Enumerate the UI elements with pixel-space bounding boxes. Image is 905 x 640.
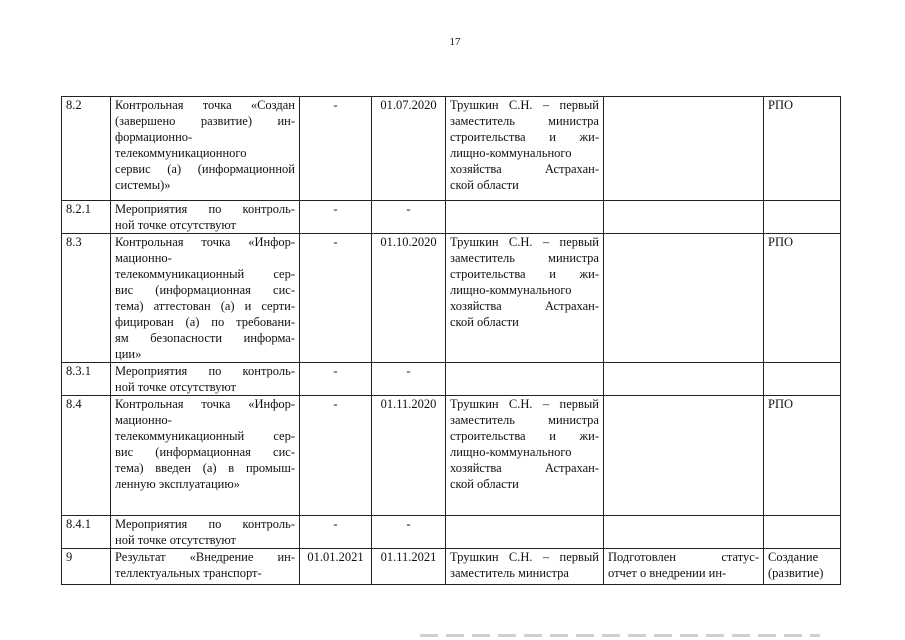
row-number: 8.2.1	[62, 201, 111, 234]
result-type	[764, 97, 841, 201]
start-date: -	[300, 516, 372, 549]
result-description	[604, 549, 764, 585]
responsible-person-line: хозяйства Астрахан-	[450, 162, 599, 176]
row-description-line: фицирован (а) по требовани-	[115, 315, 295, 329]
row-description-line: вис (информационная сис-	[115, 283, 295, 297]
responsible-person-line: хозяйства Астрахан-	[450, 299, 599, 313]
responsible-person-line: лищно-коммунального	[450, 445, 572, 459]
responsible-person-line: лищно-коммунального	[450, 146, 572, 160]
row-description	[111, 549, 300, 585]
row-description-line: формационно-	[115, 130, 193, 144]
row-description	[111, 396, 300, 516]
row-number: 8.2	[62, 97, 111, 201]
responsible-person-line: ской области	[450, 315, 519, 329]
page-number: 17	[449, 36, 461, 48]
end-date: 01.11.2020	[372, 396, 446, 516]
result-description	[604, 97, 764, 201]
table-row	[62, 396, 841, 516]
row-description-line: Мероприятия по контроль-	[115, 364, 295, 378]
responsible-person-line: строительства и жи-	[450, 130, 599, 144]
row-number: 8.3.1	[62, 363, 111, 396]
responsible-person	[446, 549, 604, 585]
responsible-person	[446, 234, 604, 363]
result-type-line: (развитие)	[768, 566, 824, 580]
row-description-line: телекоммуникационный сер-	[115, 267, 295, 281]
responsible-person-line: ской области	[450, 178, 519, 192]
row-description-line: Мероприятия по контроль-	[115, 202, 295, 216]
end-date: 01.07.2020	[372, 97, 446, 201]
responsible-person-line: заместитель министра	[450, 251, 599, 265]
row-description	[111, 97, 300, 201]
row-description-line: Контрольная точка «Создан	[115, 98, 295, 112]
result-description	[604, 516, 764, 549]
table-row	[62, 201, 841, 234]
responsible-person	[446, 201, 604, 234]
result-type-line: РПО	[768, 397, 794, 411]
end-date: 01.11.2021	[372, 549, 446, 585]
responsible-person-line: заместитель министра	[450, 413, 599, 427]
start-date: -	[300, 363, 372, 396]
table-row	[62, 234, 841, 363]
result-type	[764, 396, 841, 516]
responsible-person-line: ской области	[450, 477, 519, 491]
row-description-line: ной точке отсутствуют	[115, 380, 237, 394]
row-description	[111, 234, 300, 363]
row-description-line: теллектуальных транспорт-	[115, 566, 262, 580]
end-date: 01.10.2020	[372, 234, 446, 363]
scan-artifact	[420, 634, 820, 637]
row-number: 8.4	[62, 396, 111, 516]
responsible-person-line: хозяйства Астрахан-	[450, 461, 599, 475]
row-description-line: ной точке отсутствуют	[115, 218, 237, 232]
table-row	[62, 97, 841, 201]
row-description-line: мационно-	[115, 251, 172, 265]
responsible-person	[446, 97, 604, 201]
row-description-line: ции»	[115, 347, 142, 361]
responsible-person	[446, 396, 604, 516]
table-row	[62, 363, 841, 396]
result-description-line: отчет о внедрении ин-	[608, 566, 727, 580]
result-type	[764, 549, 841, 585]
result-description	[604, 396, 764, 516]
row-description	[111, 201, 300, 234]
row-description-line: тема) введен (а) в промыш-	[115, 461, 295, 475]
result-type-line: РПО	[768, 98, 794, 112]
table-row	[62, 516, 841, 549]
responsible-person	[446, 363, 604, 396]
row-description-line: тема) аттестован (а) и серти-	[115, 299, 295, 313]
responsible-person	[446, 516, 604, 549]
row-description-line: (завершено развитие) ин-	[115, 114, 295, 128]
start-date: -	[300, 97, 372, 201]
responsible-person-line: Трушкин С.Н. – первый	[450, 397, 599, 411]
responsible-person-line: лищно-коммунального	[450, 283, 572, 297]
row-description-line: ям безопасности информа-	[115, 331, 295, 345]
row-description-line: мационно-	[115, 413, 172, 427]
row-description-line: Контрольная точка «Инфор-	[115, 397, 295, 411]
row-description-line: Результат «Внедрение ин-	[115, 550, 295, 564]
result-type-line: РПО	[768, 235, 794, 249]
result-type	[764, 201, 841, 234]
row-description	[111, 363, 300, 396]
row-description-line: сервис (а) (информационной	[115, 162, 295, 176]
plan-table	[61, 96, 841, 585]
end-date: -	[372, 363, 446, 396]
end-date: -	[372, 201, 446, 234]
responsible-person-line: заместитель министра	[450, 114, 599, 128]
result-type-line: Создание	[768, 550, 819, 564]
row-number: 8.3	[62, 234, 111, 363]
responsible-person-line: строительства и жи-	[450, 429, 599, 443]
row-description-line: Мероприятия по контроль-	[115, 517, 295, 531]
row-description-line: телекоммуникационный сер-	[115, 429, 295, 443]
responsible-person-line: Трушкин С.Н. – первый	[450, 235, 599, 249]
row-description-line: ленную эксплуатацию»	[115, 477, 240, 491]
table-row	[62, 549, 841, 585]
row-description-line: телекоммуникационного	[115, 146, 247, 160]
result-description	[604, 201, 764, 234]
result-description	[604, 234, 764, 363]
row-description	[111, 516, 300, 549]
result-type	[764, 234, 841, 363]
start-date: -	[300, 234, 372, 363]
result-type	[764, 363, 841, 396]
row-number: 9	[62, 549, 111, 585]
row-number: 8.4.1	[62, 516, 111, 549]
row-description-line: системы)»	[115, 178, 171, 192]
start-date: 01.01.2021	[300, 549, 372, 585]
responsible-person-line: Трушкин С.Н. – первый	[450, 550, 599, 564]
end-date: -	[372, 516, 446, 549]
row-description-line: ной точке отсутствуют	[115, 533, 237, 547]
row-description-line: вис (информационная сис-	[115, 445, 295, 459]
responsible-person-line: строительства и жи-	[450, 267, 599, 281]
start-date: -	[300, 396, 372, 516]
result-description-line: Подготовлен статус-	[608, 550, 759, 564]
result-type	[764, 516, 841, 549]
start-date: -	[300, 201, 372, 234]
responsible-person-line: Трушкин С.Н. – первый	[450, 98, 599, 112]
responsible-person-line: заместитель министра	[450, 566, 569, 580]
row-description-line: Контрольная точка «Инфор-	[115, 235, 295, 249]
result-description	[604, 363, 764, 396]
